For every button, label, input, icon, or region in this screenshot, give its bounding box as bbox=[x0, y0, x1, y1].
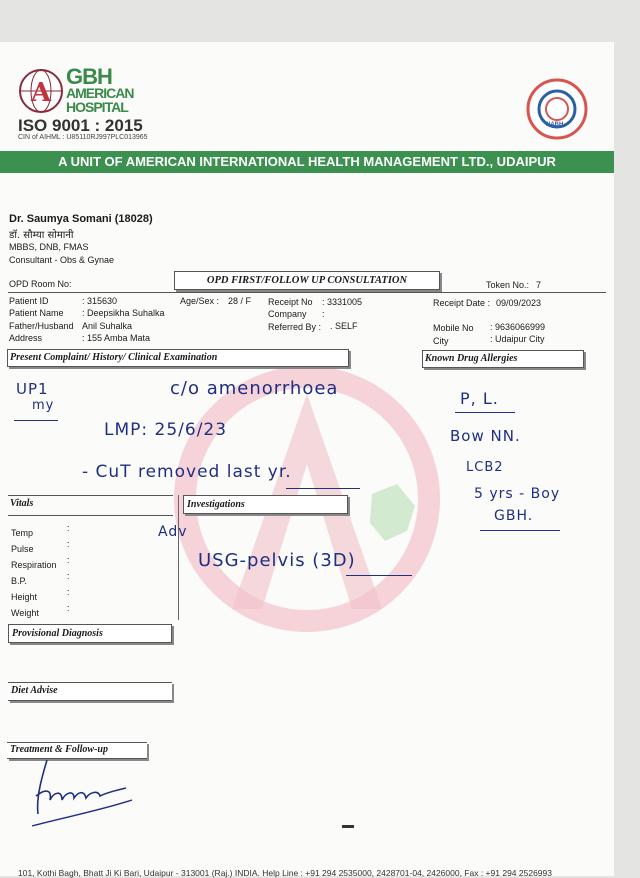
agesex-label: Age/Sex : bbox=[180, 296, 220, 306]
prescription-sheet bbox=[0, 42, 614, 876]
doctor-designation: Consultant - Obs & Gynae bbox=[9, 255, 115, 265]
receipt-date-value: 09/09/2023 bbox=[496, 298, 542, 308]
father-label: Father/Husband bbox=[9, 321, 74, 331]
logo-text-american: AMERICAN bbox=[66, 85, 134, 101]
iso-certification: ISO 9001 : 2015 bbox=[18, 116, 143, 135]
globe-icon bbox=[18, 68, 64, 114]
consultation-title: OPD FIRST/FOLLOW UP CONSULTATION bbox=[174, 271, 440, 290]
token-label: Token No.: bbox=[486, 280, 530, 290]
handwritten-usg: USG-pelvis (3D) bbox=[198, 550, 356, 571]
vital-sep: : bbox=[67, 603, 70, 613]
vitals-list bbox=[11, 523, 70, 619]
receipt-date-label: Receipt Date : bbox=[433, 298, 491, 308]
receipt-no-value: : 3331005 bbox=[322, 297, 363, 307]
mobile-label: Mobile No bbox=[433, 323, 474, 333]
patient-name-label: Patient Name bbox=[9, 308, 64, 318]
vital-sep: : bbox=[67, 555, 70, 565]
handwritten-lcb: LCB2 bbox=[466, 460, 504, 475]
vital-label: Respiration bbox=[11, 560, 57, 570]
cin-number: CIN of AIHML : U85110RJ997PLC013965 bbox=[18, 134, 148, 141]
vital-sep: : bbox=[67, 571, 70, 581]
vital-row bbox=[11, 555, 70, 571]
patient-id-value: : 315630 bbox=[82, 296, 118, 306]
referred-label: Referred By : bbox=[268, 322, 322, 332]
diet-section-title: Diet Advise bbox=[11, 685, 58, 696]
city-value: : Udaipur City bbox=[490, 334, 545, 344]
treatment-section-title: Treatment & Follow-up bbox=[10, 744, 108, 755]
footer-address: 101, Kothi Bagh, Bhatt Ji Ki Bari, Udaipur - 313001 (Raj.) INDIA. Help Line : +91 294 2535000, 2428701-04, 2426000, Fax : +91 294 2526993 bbox=[18, 868, 552, 878]
vital-label: Height bbox=[11, 592, 38, 602]
father-value: Anil Suhalka bbox=[82, 321, 133, 331]
vital-label: Temp bbox=[11, 528, 34, 538]
handwritten-up: UP1 bbox=[16, 380, 49, 398]
handwritten-yrs: 5 yrs - Boy bbox=[474, 486, 561, 502]
svg-text:A: A bbox=[30, 78, 52, 108]
vital-row bbox=[11, 539, 70, 555]
token-value: 7 bbox=[536, 280, 542, 290]
doctor-degrees: MBBS, DNB, FMAS bbox=[9, 242, 89, 252]
vital-sep: : bbox=[67, 539, 70, 549]
doctor-name: Dr. Saumya Somani (18028) bbox=[9, 213, 153, 225]
handwritten-complaint: c/o amenorrhoea bbox=[170, 378, 339, 399]
company-label: Company bbox=[268, 309, 307, 319]
handwritten-adv: Adv bbox=[158, 524, 188, 540]
vital-sep: : bbox=[67, 587, 70, 597]
logo-text-hospital: HOSPITAL bbox=[66, 99, 128, 115]
vital-row bbox=[11, 523, 70, 539]
vital-row bbox=[11, 587, 70, 603]
handwritten-my: my bbox=[32, 398, 55, 413]
provisional-section-title: Provisional Diagnosis bbox=[12, 628, 103, 639]
vital-row bbox=[11, 603, 70, 619]
complaint-section-title: Present Complaint/ History/ Clinical Examination bbox=[10, 352, 218, 363]
doctor-name-hindi: डॉ. सौम्या सोमानी bbox=[9, 230, 74, 241]
logo-text-gbh: GBH bbox=[66, 64, 112, 89]
hospital-banner: A UNIT OF AMERICAN INTERNATIONAL HEALTH MANAGEMENT LTD., UDAIPUR bbox=[0, 151, 614, 173]
handwritten-bow: Bow NN. bbox=[450, 427, 521, 445]
receipt-no-label: Receipt No bbox=[268, 297, 313, 307]
vital-label: Weight bbox=[11, 608, 39, 618]
handwritten-cut: - CuT removed last yr. bbox=[82, 462, 292, 482]
allergies-section-title: Known Drug Allergies bbox=[425, 353, 518, 364]
vital-sep: : bbox=[67, 523, 70, 533]
mobile-value: : 9636066999 bbox=[490, 322, 546, 332]
patient-name-value: : Deepsikha Suhalka bbox=[82, 308, 165, 318]
company-value: : bbox=[322, 309, 325, 319]
city-label: City bbox=[433, 336, 449, 346]
handwritten-gbh: GBH. bbox=[494, 508, 534, 524]
investigations-section-title: Investigations bbox=[187, 499, 245, 510]
referred-value: . SELF bbox=[330, 321, 358, 331]
doctor-signature-icon bbox=[22, 752, 152, 832]
vital-label: B.P. bbox=[11, 576, 27, 586]
vital-row bbox=[11, 571, 70, 587]
vital-label: Pulse bbox=[11, 544, 34, 554]
handwritten-pl: P, L. bbox=[460, 389, 499, 408]
patient-id-label: Patient ID bbox=[9, 296, 49, 306]
agesex-value: 28 / F bbox=[228, 296, 252, 306]
hospital-logo bbox=[18, 68, 64, 119]
opd-room-label: OPD Room No: bbox=[9, 279, 72, 289]
address-value: : 155 Amba Mata bbox=[82, 333, 151, 343]
nabh-label: NABH bbox=[546, 122, 564, 128]
nabh-badge-icon bbox=[526, 78, 588, 140]
vitals-section-title: Vitals bbox=[10, 498, 34, 509]
address-label: Address bbox=[9, 333, 43, 343]
handwritten-lmp: LMP: 25/6/23 bbox=[104, 420, 228, 440]
